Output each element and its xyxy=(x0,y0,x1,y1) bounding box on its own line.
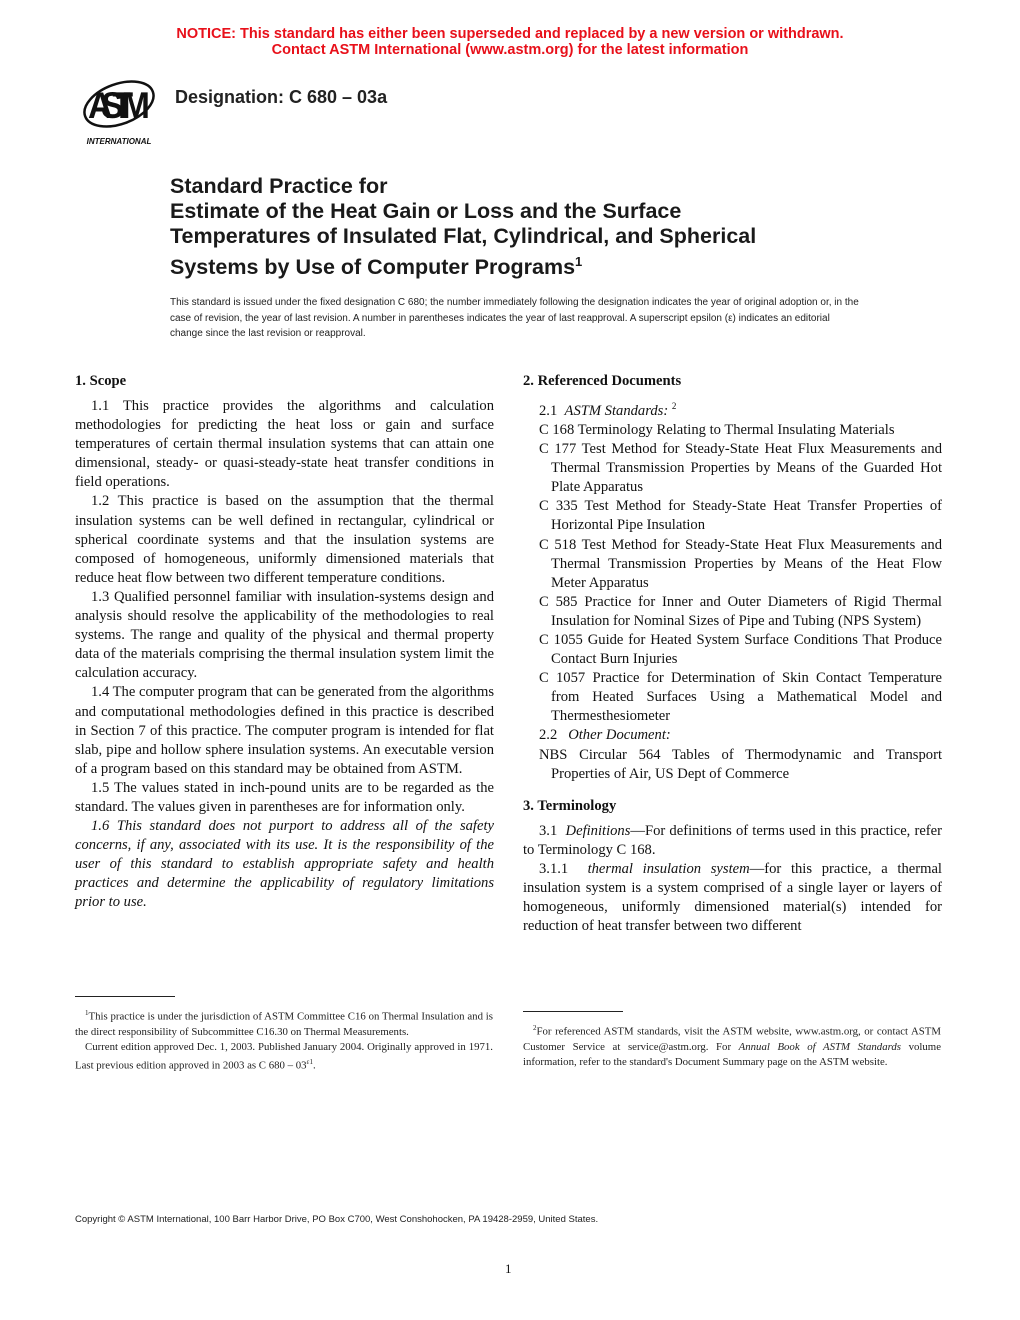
right-column xyxy=(523,372,942,936)
reference-item: C 585 Practice for Inner and Outer Diameters of Rigid Thermal Insulation for Nominal Sizes of Pipe and Tubing (NPS System) xyxy=(539,593,942,629)
designation: Designation: C 680 – 03a xyxy=(175,87,388,107)
reference-item: C 1057 Practice for Determination of Skin Contact Temperature from Heated Surfaces Using a Mathematical Model and Thermesthesiometer xyxy=(539,670,942,725)
page-number: 1 xyxy=(505,1261,512,1276)
section-heading-terminology: 3. Terminology xyxy=(523,797,617,814)
reference-item: C 335 Test Method for Steady-State Heat Transfer Properties of Horizontal Pipe Insulation xyxy=(539,498,942,534)
footnote-mark: 1 xyxy=(575,254,583,269)
paragraph: 1.1 This practice provides the algorithms and calculation methodologies for predicting the heat loss or gain and surface temperatures of certain thermal insulation systems that can attain one dimensional, steady- or quasi-steady-state heat transfer conditions in field operations. xyxy=(75,398,494,491)
footnote-1: $^1$This practice is under the jurisdiction of ASTM Committee C16 on Thermal Insulation and is the direct responsibility of Subcommittee C16.30 on Thermal Measurements. Current edition approved Dec. 1, 2003. Published January 2004. Originally approved in 1971. Last previous edition approved in 2003 as C $680 - 03^{\varepsilon 1}$. xyxy=(75,1009,493,1072)
reference-item: C 1055 Guide for Heated System Surface Conditions That Produce Contact Burn Injuries xyxy=(539,631,942,668)
title-line: Estimate of the Heat Gain or Loss and the Surface xyxy=(170,199,682,223)
paragraph: 3.1 Definitions—For definitions of terms used in this practice, refer to Terminology C 168. xyxy=(523,822,942,858)
section-heading-scope: 1. Scope xyxy=(75,373,127,389)
reference-item: C 168 Terminology Relating to Thermal Insulating Materials xyxy=(539,421,895,438)
subsection: 2.1 ASTM Standards: $^2$ xyxy=(539,401,677,419)
reference-item: C 518 Test Method for Steady-State Heat Flux Measurements and Thermal Transmission Properties by Means of the Heat Flow Meter Apparatus xyxy=(539,536,942,591)
paragraph: 3.1.1 thermal insulation system—for this practice, a thermal insulation system is a system comprised of a single layer or layers of homogeneous, uniformly dimensioned material(s) intended for reduction of heat transfer between two different xyxy=(523,860,942,935)
reference-item: C 177 Test Method for Steady-State Heat Flux Measurements and Thermal Transmission Properties by Means of the Guarded Hot Plate Apparatus xyxy=(539,441,942,496)
notice-line-1: NOTICE: This standard has either been superseded and replaced by a new version or withdrawn. xyxy=(176,26,844,42)
document-title xyxy=(170,174,890,280)
paragraph: 1.6 This standard does not purport to address all of the safety concerns, if any, associated with its use. It is the responsibility of the user of this standard to establish appropriate safety and health practices and determine the applicability of regulatory limitations prior to use. xyxy=(75,818,494,911)
subsection: 2.2 Other Document: xyxy=(539,727,671,744)
issuance-statement: This standard is issued under the fixed designation C 680; the number immediately following the designation indicates the year of original adoption or, in the case of revision, the year of last revision. A number in parentheses indicates the year of last reapproval. A superscript epsilon (ε) indicates an editorial change since the last revision or reapproval. xyxy=(170,297,859,339)
title-line: Temperatures of Insulated Flat, Cylindrical, and Spherical xyxy=(170,224,757,248)
astm-logo xyxy=(76,74,162,146)
footnote-divider xyxy=(75,996,175,997)
footnote-divider xyxy=(523,1011,623,1012)
footnote-2: $^2$For referenced ASTM standards, visit the ASTM website, www.astm.org, or contact ASTM Customer Service at service@astm.org. For Annual Book of ASTM Standards volume information, refer to the standard's Document Summary page on the ASTM website. xyxy=(523,1024,941,1068)
section-heading-referenced-documents: 2. Referenced Documents xyxy=(523,373,682,389)
svg-text:INTERNATIONAL: INTERNATIONAL xyxy=(86,137,152,146)
copyright: Copyright © ASTM International, 100 Barr Harbor Drive, PO Box C700, West Conshohocken, PA 19428-2959, United States. xyxy=(75,1214,599,1225)
paragraph: 1.2 This practice is based on the assumption that the thermal insulation systems can be well defined in rectangular, cylindrical or spherical coordinate systems and that the insulation systems are composed of homogeneous, uniformly dimensioned materials that reduce heat flow between two different temperature conditions. xyxy=(75,493,494,586)
paragraph: 1.3 Qualified personnel familiar with insulation-systems design and analysis should resolve the applicability of the methodologies to real systems. The range and quality of the physical and thermal property data of the materials comprising the thermal insulation system limit the calculation accuracy. xyxy=(75,588,494,682)
svg-text:ASTM: ASTM xyxy=(88,84,150,127)
withdrawal-notice xyxy=(0,26,1020,58)
left-column xyxy=(75,372,494,913)
paragraph: 1.4 The computer program that can be generated from the algorithms and computational methodologies defined in this practice is described in Section 7 of this practice. The computer program is intended for flat slab, pipe and hollow sphere insulation systems. An executable version of a program based on this standard may be obtained from ASTM. xyxy=(75,684,494,777)
reference-item: NBS Circular 564 Tables of Thermodynamic and Transport Properties of Air, US Dept of Commerce xyxy=(539,746,942,782)
title-line: Standard Practice for xyxy=(170,174,388,198)
paragraph: 1.5 The values stated in inch-pound units are to be regarded as the standard. The values given in parentheses are for information only. xyxy=(75,779,494,815)
notice-line-2: Contact ASTM International (www.astm.org) for the latest information xyxy=(271,42,749,58)
title-line: Systems by Use of Computer Programs xyxy=(170,255,576,280)
